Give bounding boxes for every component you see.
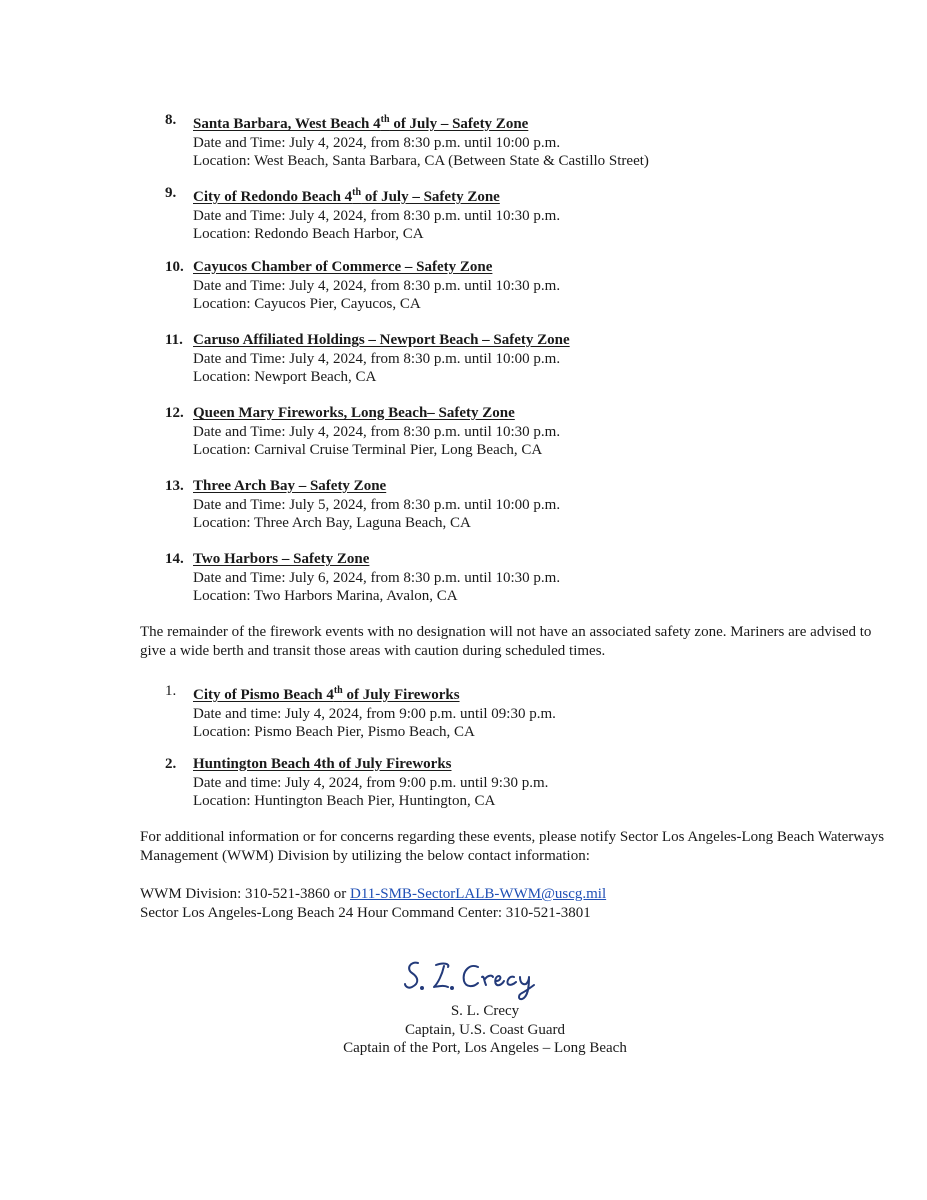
item-datetime: Date and Time: July 4, 2024, from 8:30 p.m. until 10:30 p.m. (193, 423, 561, 440)
item-datetime: Date and Time: July 4, 2024, from 8:30 p.m. until 10:30 p.m. (193, 277, 561, 294)
safety-zone-item (165, 550, 885, 606)
item-title: Cayucos Chamber of Commerce – Safety Zone (193, 259, 493, 275)
item-number: 10. (165, 259, 184, 275)
item-location: Location: Huntington Beach Pier, Huntington, CA (193, 793, 496, 809)
event-item (165, 682, 885, 742)
item-number: 1. (165, 683, 177, 699)
item-location: Location: Newport Beach, CA (193, 369, 377, 385)
contact-info (140, 885, 900, 922)
item-title: City of Pismo Beach 4th of July Fireworks (193, 685, 460, 703)
safety-zone-item (165, 331, 885, 387)
item-location: Location: Three Arch Bay, Laguna Beach, CA (193, 515, 471, 531)
item-datetime: Date and Time: July 6, 2024, from 8:30 p.m. until 10:30 p.m. (193, 569, 561, 586)
safety-zone-item (165, 184, 885, 244)
safety-zone-item (165, 404, 885, 460)
item-number: 14. (165, 551, 184, 567)
item-title: Huntington Beach 4th of July Fireworks (193, 756, 452, 772)
event-item (165, 755, 885, 811)
item-datetime: Date and Time: July 4, 2024, from 8:30 p.m. until 10:30 p.m. (193, 207, 561, 224)
item-datetime: Date and Time: July 4, 2024, from 8:30 p.m. until 10:00 p.m. (193, 350, 561, 367)
item-datetime: Date and Time: July 5, 2024, from 8:30 p.m. until 10:00 p.m. (193, 496, 561, 513)
item-title: City of Redondo Beach 4th of July – Safety Zone (193, 187, 500, 205)
signer-name: S. L. Crecy (450, 1003, 520, 1019)
signer-position: Captain of the Port, Los Angeles – Long Beach (343, 1040, 627, 1056)
safety-zone-item (165, 258, 885, 314)
item-datetime: Date and Time: July 4, 2024, from 8:30 p.m. until 10:00 p.m. (193, 134, 561, 151)
item-title: Caruso Affiliated Holdings – Newport Beach – Safety Zone (193, 332, 570, 348)
item-number: 8. (165, 112, 177, 128)
item-title: Queen Mary Fireworks, Long Beach– Safety Zone (193, 405, 515, 421)
item-location: Location: Cayucos Pier, Cayucos, CA (193, 296, 421, 312)
wwm-contact-line (140, 885, 900, 904)
item-location: Location: West Beach, Santa Barbara, CA (Between State & Castillo Street) (193, 153, 649, 169)
item-number: 9. (165, 185, 177, 201)
wwm-email-link[interactable]: D11-SMB-SectorLALB-WWM@uscg.mil (349, 886, 607, 902)
signature-block (300, 1002, 670, 1058)
item-location: Location: Two Harbors Marina, Avalon, CA (193, 588, 458, 604)
item-number: 12. (165, 405, 184, 421)
remainder-paragraph: The remainder of the firework events with no designation will not have an associated safety zone. Mariners are advised to give a wide berth and transit those areas with caution during scheduled times. (140, 624, 872, 659)
item-number: 13. (165, 478, 184, 494)
signer-rank: Captain, U.S. Coast Guard (405, 1021, 565, 1038)
contact-paragraph: For additional information or for concerns regarding these events, please notify Sector Los Angeles-Long Beach Waterways Management (WWM) Division by utilizing the below contact information: (140, 829, 885, 864)
safety-zone-item (165, 111, 885, 171)
item-location: Location: Pismo Beach Pier, Pismo Beach, CA (193, 724, 475, 740)
item-number: 11. (165, 332, 183, 348)
item-datetime: Date and time: July 4, 2024, from 9:00 p.m. until 09:30 p.m. (193, 705, 556, 722)
item-datetime: Date and time: July 4, 2024, from 9:00 p.m. until 9:30 p.m. (193, 774, 549, 791)
item-title: Three Arch Bay – Safety Zone (193, 478, 387, 494)
safety-zone-item (165, 477, 885, 533)
command-center-line: Sector Los Angeles-Long Beach 24 Hour Command Center: 310-521-3801 (140, 904, 591, 921)
item-location: Location: Redondo Beach Harbor, CA (193, 226, 424, 242)
item-title: Santa Barbara, West Beach 4th of July – Safety Zone (193, 114, 529, 132)
handwritten-signature (400, 955, 570, 1005)
wwm-phone: WWM Division: 310-521-3860 or (140, 886, 350, 902)
item-number: 2. (165, 756, 177, 772)
item-title: Two Harbors – Safety Zone (193, 551, 370, 567)
item-location: Location: Carnival Cruise Terminal Pier, Long Beach, CA (193, 442, 543, 458)
